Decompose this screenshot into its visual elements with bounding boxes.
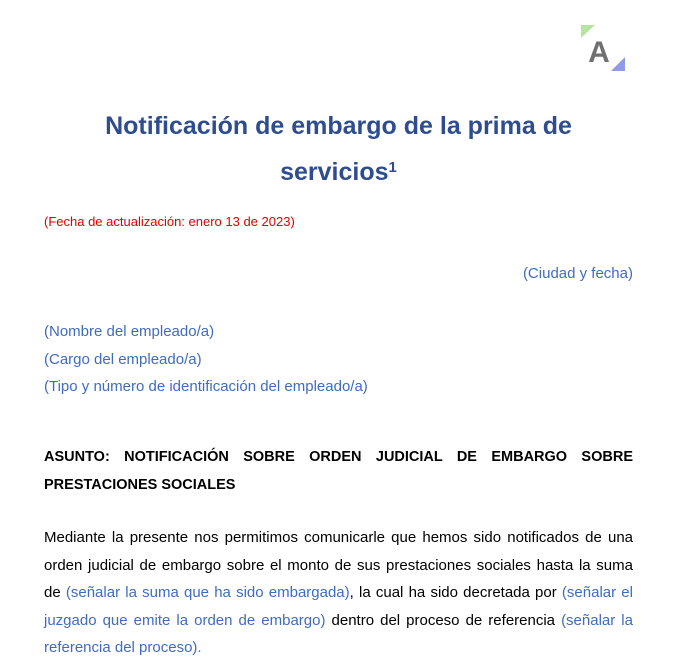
body-paragraph bbox=[44, 524, 633, 662]
update-date-note: (Fecha de actualización: enero 13 de 2023) bbox=[44, 214, 295, 229]
city-date-placeholder: (Ciudad y fecha) bbox=[522, 265, 633, 282]
recipient-block bbox=[44, 318, 368, 401]
employee-id-placeholder: (Tipo y número de identificación del empleado/a) bbox=[44, 378, 368, 395]
court-placeholder: (señalar el juzgado que emite la orden de embargo) bbox=[44, 584, 633, 629]
subject-line: ASUNTO: NOTIFICACIÓN SOBRE ORDEN JUDICIAL DE EMBARGO SOBRE PRESTACIONES SOCIALES bbox=[44, 449, 633, 493]
process-reference-placeholder: (señalar la referencia del proceso) bbox=[44, 611, 633, 656]
body-text-part-4: . bbox=[197, 639, 202, 656]
brand-logo-icon bbox=[579, 24, 627, 72]
body-text-part-3: dentro del proceso de referencia bbox=[325, 611, 562, 629]
brand-logo bbox=[579, 24, 627, 72]
body-text-part-2: , la cual ha sido decretada por bbox=[349, 584, 562, 601]
employee-name-placeholder: (Nombre del empleado/a) bbox=[44, 323, 215, 340]
body-text-part-1: Mediante la presente nos permitimos comunicarle que hemos sido notificados de una orden judicial de embargo sobre el monto de sus prestaciones sociales hasta la suma de bbox=[44, 529, 633, 601]
document-title bbox=[44, 103, 633, 195]
logo-letter: A bbox=[588, 36, 610, 69]
title-footnote-marker[interactable]: 1 bbox=[388, 159, 397, 176]
title-text: Notificación de embargo de la prima de servicios bbox=[105, 112, 572, 186]
employee-position-placeholder: (Cargo del empleado/a) bbox=[44, 350, 202, 368]
amount-placeholder: (señalar la suma que ha sido embargada) bbox=[65, 584, 350, 601]
